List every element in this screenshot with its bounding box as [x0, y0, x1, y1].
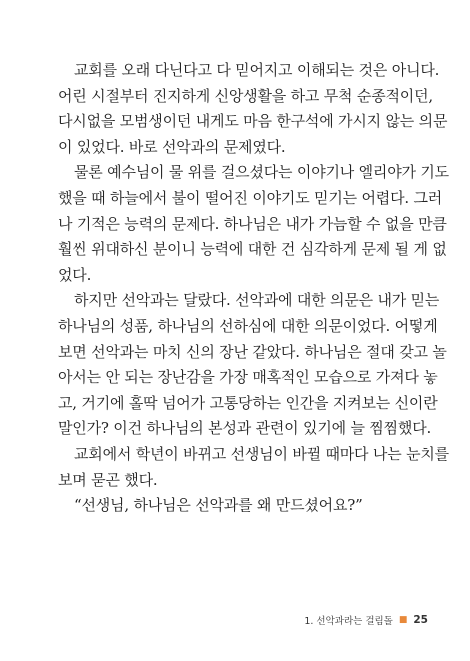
paragraph-1-line-4: 이 있었다. 바로 선악과의 문제였다.: [58, 137, 286, 156]
paragraph-2-line-5: 었다.: [58, 265, 92, 284]
paragraph-5-line-1: “선생님, 하나님은 선악과를 왜 만드셨어요?”: [74, 496, 363, 515]
paragraph-2-line-1: 물론 예수님이 물 위를 걸으셨다는 이야기나 엘리야가 기도: [74, 163, 449, 182]
page-number: 25: [413, 614, 428, 626]
square-bullet-icon: ■: [398, 615, 408, 625]
chapter-title: 1. 선악과라는 걸림돌: [304, 616, 393, 627]
paragraph-3-line-5: 고, 거기에 홀딱 넘어가 고통당하는 인간을 지켜보는 신이란: [58, 393, 438, 412]
paragraph-2-line-2: 했을 때 하늘에서 불이 떨어진 이야기도 믿기는 어렵다. 그러: [58, 188, 443, 207]
paragraph-3-line-6: 말인가? 이건 하나님의 본성과 관련이 있기에 늘 찜찜했다.: [58, 419, 432, 438]
paragraph-3-line-4: 아서는 안 되는 장난감을 가장 매혹적인 모습으로 가져다 놓: [58, 368, 438, 387]
paragraph-3-line-1: 하지만 선악과는 달랐다. 선악과에 대한 의문은 내가 믿는: [74, 291, 440, 310]
paragraph-3-line-3: 보면 선악과는 마치 신의 장난 같았다. 하나님은 절대 갖고 놀: [58, 342, 447, 361]
page-footer: [304, 613, 428, 627]
paragraph-4-line-2: 보며 묻곤 했다.: [58, 470, 158, 489]
body-text: [58, 58, 449, 519]
paragraph-3-line-2: 하나님의 성품, 하나님의 선하심에 대한 의문이었다. 어떻게: [58, 316, 438, 335]
paragraph-2-line-4: 훨씬 위대하신 분이니 능력에 대한 건 심각하게 문제 될 게 없: [58, 240, 447, 259]
paragraph-1-line-2: 어린 시절부터 진지하게 신앙생활을 하고 무척 순종적이던,: [58, 86, 433, 105]
paragraph-1-line-1: 교회를 오래 다닌다고 다 믿어지고 이해되는 것은 아니다.: [74, 61, 440, 79]
paragraph-4-line-1: 교회에서 학년이 바뀌고 선생님이 바뀔 때마다 나는 눈치를: [74, 444, 449, 463]
paragraph-1-line-3: 다시없을 모범생이던 내게도 마음 한구석에 가시지 않는 의문: [58, 112, 448, 131]
paragraph-2-line-3: 나 기적은 능력의 문제다. 하나님은 내가 가늠할 수 없을 만큼: [58, 214, 447, 233]
